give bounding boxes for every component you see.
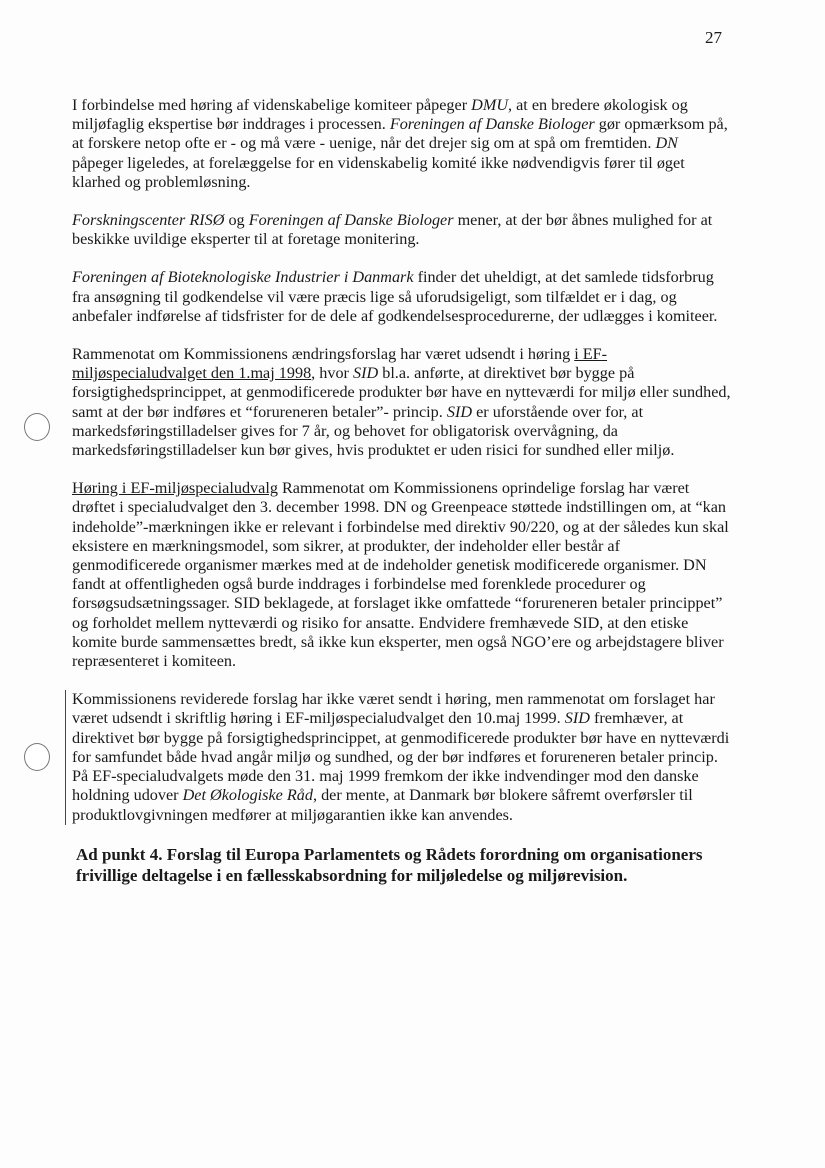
emphasis-text: DN: [655, 134, 678, 153]
paragraph-text: , at en bredere økologisk og miljøfaglig ekspertise bør inddrages i processen.: [72, 96, 688, 134]
punch-hole-mark: [24, 743, 50, 771]
paragraph: [72, 96, 732, 192]
paragraph: [72, 268, 732, 326]
paragraph-text: , der mente, at Danmark bør blokere såfremt overførsler til produktlovgivningen medfører at miljøgarantien ikke kan anvendes.: [72, 786, 693, 824]
emphasis-text: SID: [564, 709, 590, 728]
paragraph-text: mener, at der bør åbnes mulighed for at beskikke uvildige eksperter til at foretage monitering.: [72, 211, 713, 249]
paragraph-list: [72, 96, 732, 825]
paragraph-text: Rammenotat om Kommissionens oprindelige forslag har været drøftet i specialudvalget den 3. december 1998. DN og Greenpeace støttede indstillingen om, at “kan indeholde”-mærkningen ikke er relevant i forbindelse med direktiv 90/220, og at der således kun skal eksistere en mærkningsmodel, som sikrer, at produkter, der indeholder eller består af genmodificerede organismer mærkes med at de indeholder genetisk modificerede organismer. DN fandt at offentligheden også burde inddrages i forbindelse med forenklede procedurer og forsøgsudsætningssager. SID beklagede, at forslaget ikke omfattede “forureneren betaler princippet” og forholdet mellem nytteværdi og risiko for ansatte. Endvidere fremhævede SID, at den etiske komite burde sammensættes bredt, så ikke kun eksperter, men også NGO’ere og arbejdstagere bliver repræsenteret i komiteen.: [72, 479, 729, 671]
underlined-text: i EF-miljøspecialudvalget den 1.maj 1998: [72, 345, 608, 383]
paragraph: [65, 690, 736, 824]
emphasis-text: SID: [352, 364, 379, 383]
paragraph-text: gør opmærksom på, at forskere netop ofte er - og må være - uenige, når det drejer sig om at spå om fremtiden.: [72, 115, 728, 153]
paragraph-text: finder det uheldigt, at det samlede tidsforbrug fra ansøgning til godkendelse vil være præcis lige så uforudsigeligt, som tilfældet er i dag, og anbefaler indførelse af tidsfrister for de dele af godkendelsesprocedurerne, der udlægges i komiteer.: [72, 268, 718, 325]
paragraph-text: er uforstående over for, at markedsføringstilladelser gives for 7 år, og behovet for obligatorisk overvågning, da markedsføringstilladelser kun bør gives, hvis produktet er uden risici for sundhed eller miljø.: [72, 402, 675, 460]
emphasis-text: SID: [446, 402, 473, 421]
punch-hole-mark: [24, 413, 50, 441]
paragraph: [72, 345, 732, 460]
paragraph-text: og: [224, 211, 249, 230]
paragraph-text: fremhæver, at direktivet bør bygge på forsigtighedsprincippet, at genmodificerede produkter bør have en nytteværdi for samfundet både hvad angår miljø og sundhed, og der bør indføres et forureneren betaler princip. På EF-specialudvalgets møde den 31. maj 1999 fremkom der ikke indvendinger mod den danske holdning udover: [72, 709, 730, 805]
paragraph-text: I forbindelse med høring af videnskabelige komiteer påpeger: [72, 96, 472, 114]
emphasis-text: DMU: [471, 96, 509, 114]
underlined-text: Høring i EF-miljøspecialudvalg: [72, 479, 278, 498]
emphasis-text: Foreningen af Danske Biologer: [389, 115, 595, 134]
section-heading: Ad punkt 4. Forslag til Europa Parlamentets og Rådets forordning om organisationers frivillige deltagelse i en fællesskabsordning for miljøledelse og miljørevision.: [76, 844, 703, 885]
emphasis-text: Foreningen af Bioteknologiske Industrier i Danmark: [72, 268, 414, 287]
paragraph-text: , hvor: [311, 364, 353, 383]
paragraph: [72, 211, 732, 249]
emphasis-text: Forskningscenter RISØ: [72, 211, 225, 230]
document-body: [72, 96, 732, 886]
paragraph-text: påpeger ligeledes, at forelæggelse for en videnskabelig komité ikke nødvendigvis fører til øget klarhed og problemløsning.: [72, 153, 685, 191]
paragraph: [72, 479, 732, 671]
emphasis-text: Det Økologiske Råd: [182, 786, 313, 805]
paragraph-text: Rammenotat om Kommissionens ændringsforslag har været udsendt i høring: [72, 345, 575, 364]
emphasis-text: Foreningen af Danske Biologer: [248, 211, 454, 230]
paragraph-text: bl.a. anførte, at direktivet bør bygge på forsigtighedsprincippet, at genmodificerede produkter bør have en nytteværdi for miljø eller sundhed, samt at der bør indføres et “forureneren betaler”- princip.: [72, 364, 731, 421]
page-number: 27: [705, 28, 722, 47]
paragraph-text: Kommissionens reviderede forslag har ikke været sendt i høring, men rammenotat om forslaget har været udsendt i skriftlig høring i EF-miljøspecialudvalget den 10.maj 1999.: [72, 690, 715, 728]
